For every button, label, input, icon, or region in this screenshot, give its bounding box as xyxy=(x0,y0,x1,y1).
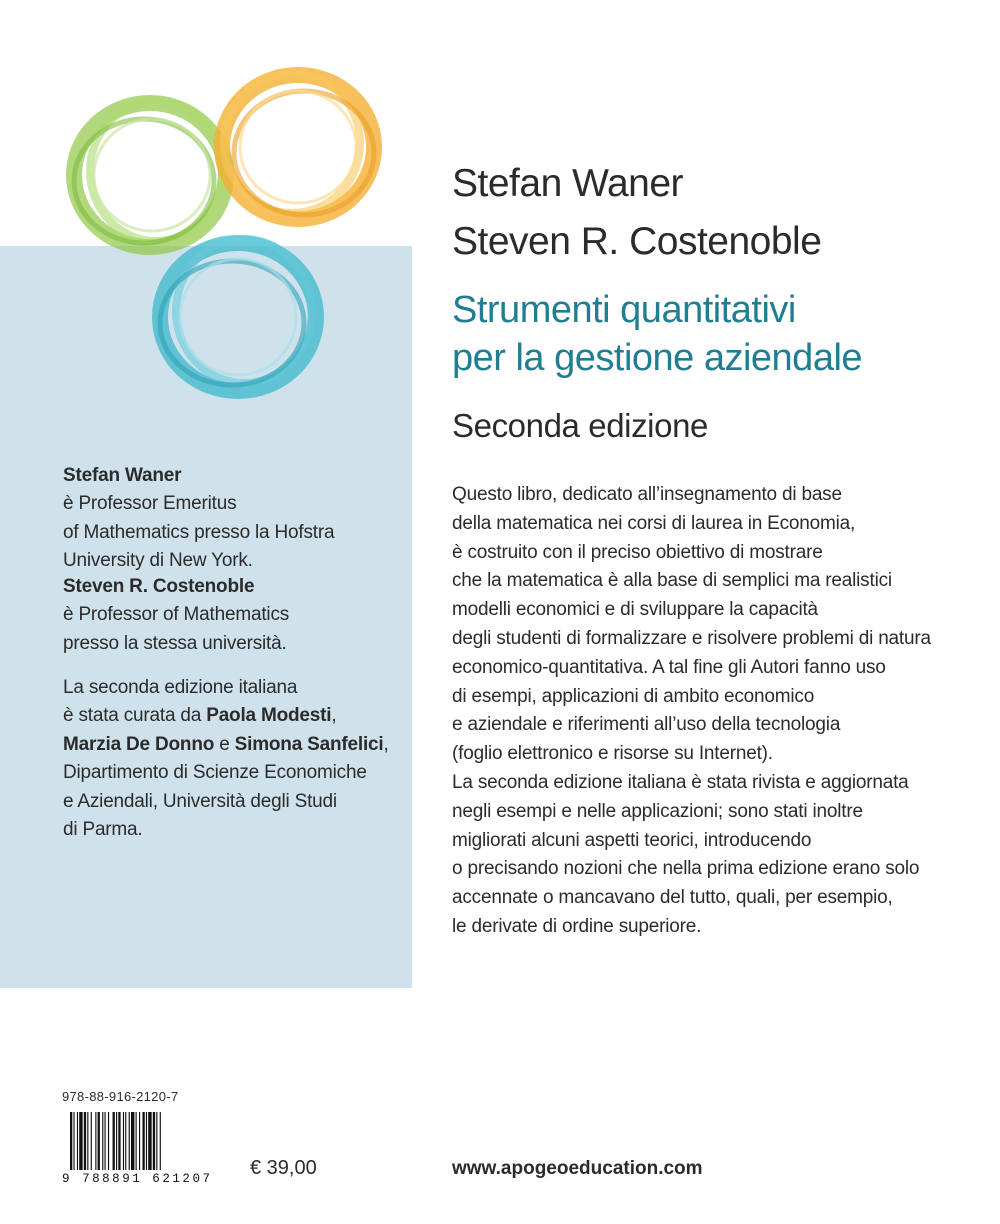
curator-name: Paola Modesti xyxy=(206,705,332,727)
bio-waner xyxy=(63,462,403,576)
authors-heading xyxy=(452,155,821,271)
description-line: che la matematica è alla base di semplici ma realistici xyxy=(452,570,892,592)
description-line: accennate o mancavano del tutto, quali, per esempio, xyxy=(452,887,893,909)
credits-line: Dipartimento di Scienze Economiche xyxy=(63,762,367,784)
credits-text: è stata curata da xyxy=(63,705,207,727)
description-line: negli esempi e nelle applicazioni; sono stati inoltre xyxy=(452,800,863,822)
book-title xyxy=(452,286,862,382)
barcode-digits: 9 788891 621207 xyxy=(62,1172,210,1184)
description-line: e aziendale e riferimenti all’uso della tecnologia xyxy=(452,714,841,736)
bio-line: presso la stessa università. xyxy=(63,632,287,654)
bio-line: of Mathematics presso la Hofstra xyxy=(63,521,335,543)
curator-name: Marzia De Donno xyxy=(63,733,215,755)
edition-credits xyxy=(63,674,403,844)
bio-line: è Professor of Mathematics xyxy=(63,604,290,626)
orange-ring-icon xyxy=(222,73,374,219)
title-line: Strumenti quantitativi xyxy=(452,289,796,331)
logo-rings-image xyxy=(60,55,390,405)
bio-author-name: Steven R. Costenoble xyxy=(63,576,255,597)
credits-line xyxy=(63,731,403,759)
bio-line: University di New York. xyxy=(63,550,253,572)
isbn-number: 978-88-916-2120-7 xyxy=(62,1089,179,1104)
credits-line: e Aziendali, Università degli Studi xyxy=(63,790,337,812)
author-name: Stefan Waner xyxy=(452,162,684,205)
author-name: Steven R. Costenoble xyxy=(452,220,822,263)
credits-text: e xyxy=(214,733,235,755)
description-line: (foglio elettronico e risorse su Internet). xyxy=(452,743,773,765)
bio-line: è Professor Emeritus xyxy=(63,493,237,515)
description-line: è costruito con il preciso obiettivo di mostrare xyxy=(452,541,823,563)
title-line: per la gestione aziendale xyxy=(452,337,863,379)
credits-line: di Parma. xyxy=(63,819,143,841)
description-line: Questo libro, dedicato all’insegnamento di base xyxy=(452,484,842,505)
price-label: € 39,00 xyxy=(250,1157,317,1179)
description-line: di esempi, applicazioni di ambito economico xyxy=(452,685,815,707)
description-line: migliorati alcuni aspetti teorici, introducendo xyxy=(452,829,812,851)
bio-author-name: Stefan Waner xyxy=(63,465,182,486)
curator-name: Simona Sanfelici xyxy=(234,733,384,755)
barcode-image xyxy=(62,1112,210,1184)
edition-label: Seconda edizione xyxy=(452,407,708,444)
description-text xyxy=(452,481,972,942)
description-line: le derivate di ordine superiore. xyxy=(452,915,702,937)
description-line: o precisando nozioni che nella prima edizione erano solo xyxy=(452,858,920,880)
bio-costenoble xyxy=(63,573,403,658)
green-ring-icon xyxy=(74,101,226,247)
credits-text: , xyxy=(331,705,337,727)
credits-line xyxy=(63,702,403,730)
description-line: modelli economici e di sviluppare la capacità xyxy=(452,599,818,621)
description-line: degli studenti di formalizzare e risolvere problemi di natura xyxy=(452,627,931,649)
website-link[interactable]: www.apogeoeducation.com xyxy=(452,1158,703,1179)
description-line: economico-quantitativa. A tal fine gli Autori fanno uso xyxy=(452,656,886,678)
credits-text: , xyxy=(383,733,389,755)
cyan-ring-icon xyxy=(160,239,316,391)
description-line: della matematica nei corsi di laurea in Economia, xyxy=(452,512,856,534)
credits-line: La seconda edizione italiana xyxy=(63,677,298,698)
description-line: La seconda edizione italiana è stata rivista e aggiornata xyxy=(452,771,909,793)
